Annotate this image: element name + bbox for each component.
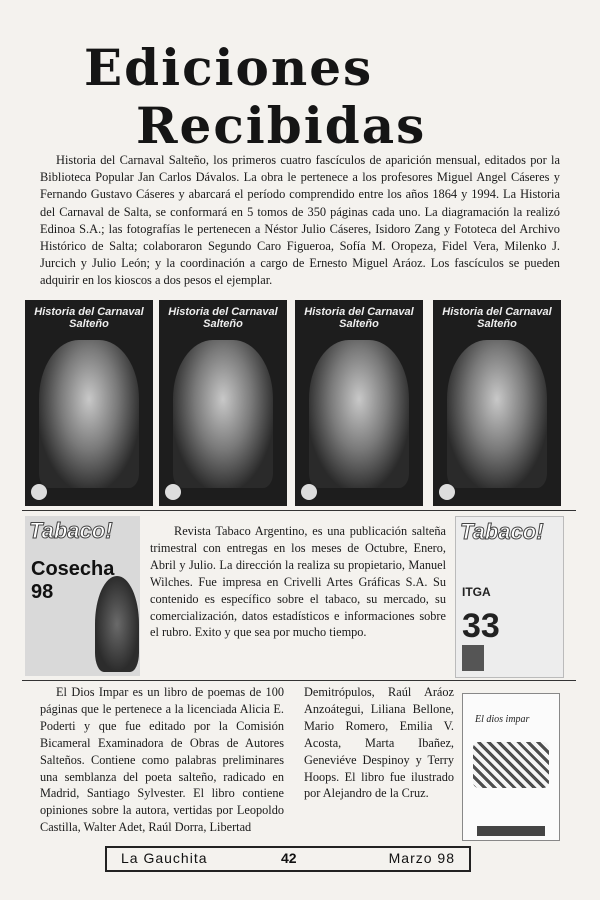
footer-magazine-name: La Gauchita	[121, 850, 208, 866]
page-footer	[105, 846, 471, 872]
tabaco-cover-left	[25, 516, 140, 676]
cover-title: Historia del Carnaval Salteño	[304, 306, 414, 330]
dios-impar-text-col1: El Dios Impar es un libro de poemas de 100 páginas que le pertenece a la licenciada Alicia E. Poderti y que fue editado por la Comisión Bicameral Examinadora de Obras de Autores Salteños. Contiene como palabras preliminares una semblanza del poeta salteño, radicado en Madrid, Santiago Sylvester. El libro contiene opiniones sobre la autora, vertidas por Leopoldo Castilla, Walter Adet, Raúl Dorra, Libertad	[40, 685, 284, 835]
dios-impar-book-cover	[462, 693, 560, 841]
carnaval-cover-2	[159, 300, 287, 506]
cover-title: Historia del Carnaval Salteño	[168, 306, 278, 330]
footer-page-number: 42	[281, 850, 297, 866]
cover-illustration	[447, 340, 547, 488]
tobacco-leaf-image	[95, 576, 139, 672]
book-illustration	[473, 742, 549, 788]
section-title	[60, 38, 550, 160]
itga-label: ITGA	[462, 585, 491, 599]
section-divider	[22, 680, 576, 681]
carnaval-cover-4	[433, 300, 561, 506]
carnaval-article-text: Historia del Carnaval Salteño, los primeros cuatro fascículos de aparición mensual, editados por la Biblioteca Popular Jan Carlos Dávalos. La obra le pertenece a los profesores Miguel Angel Cáseres y Fernando Gustavo Cáseres y abarcará el período comprendido entre los años 1864 y 1994. La Historia del Carnaval de Salta, se conformará en 5 tomos de 350 páginas cada uno. La diagramación la realizó Edinoa S.A.; las fotografías le pertenecen a Néstor Julio Cáseres, Isidoro Zang y Fototeca del Archivo Histórico de Salta; colaboraron Segundo Caro Figueroa, Sofía M. Oropeza, Fidel Vera, Milenko J. Jurcich y Julio León; y la coordinación a cargo de Ernesto Miguel Aráoz. Los fascículos se pueden adquirir en los kioscos a dos pesos el ejemplar.	[40, 153, 560, 288]
cosecha-headline: Cosecha 98	[31, 558, 115, 603]
carnaval-cover-1	[25, 300, 153, 506]
cover-title: Historia del Carnaval Salteño	[34, 306, 144, 330]
carnaval-cover-3	[295, 300, 423, 506]
cover-badge-icon	[165, 484, 181, 500]
book-footer-band	[477, 826, 545, 836]
cover-big-number: 33	[462, 607, 500, 645]
title-line-2: Recibidas	[136, 96, 427, 155]
cover-illustration	[173, 340, 273, 488]
dios-impar-text-col2: Demitrópulos, Raúl Aráoz Anzoátegui, Liliana Bellone, Mario Romero, Emilia V. Acosta, Marta Ibañez, Geneviéve Despinoy y Terry Hoops. El libro fue ilustrado por Alejandro de la Cruz.	[304, 685, 454, 801]
cover-badge-icon	[439, 484, 455, 500]
cover-illustration	[39, 340, 139, 488]
tabaco-cover-right	[455, 516, 564, 678]
cover-badge-icon	[301, 484, 317, 500]
book-title: El dios impar	[475, 714, 530, 725]
cover-badge-icon	[31, 484, 47, 500]
footer-date: Marzo 98	[388, 850, 455, 866]
title-line-1: Ediciones	[84, 38, 374, 97]
tabaco-logo: Tabaco!	[29, 518, 113, 543]
cover-illustration	[309, 340, 409, 488]
carnaval-covers-row	[25, 300, 561, 506]
portrait-photo	[462, 645, 484, 671]
section-divider	[22, 510, 576, 511]
tabaco-article-text: Revista Tabaco Argentino, es una publicación salteña trimestral con entregas en los meses de Octubre, Enero, Abril y Julio. La dirección la realiza su propietario, Manuel Wilches. Fue impresa en Crivelli Artes Gráficas S.A. Su contenido es específico sobre el tabaco, su mercado, su comercialización, datos estadísticos e informaciones sobre el rubro. Exito y que sea por mucho tiempo.	[150, 524, 446, 640]
tabaco-logo: Tabaco!	[460, 519, 544, 544]
cover-title: Historia del Carnaval Salteño	[442, 306, 552, 330]
